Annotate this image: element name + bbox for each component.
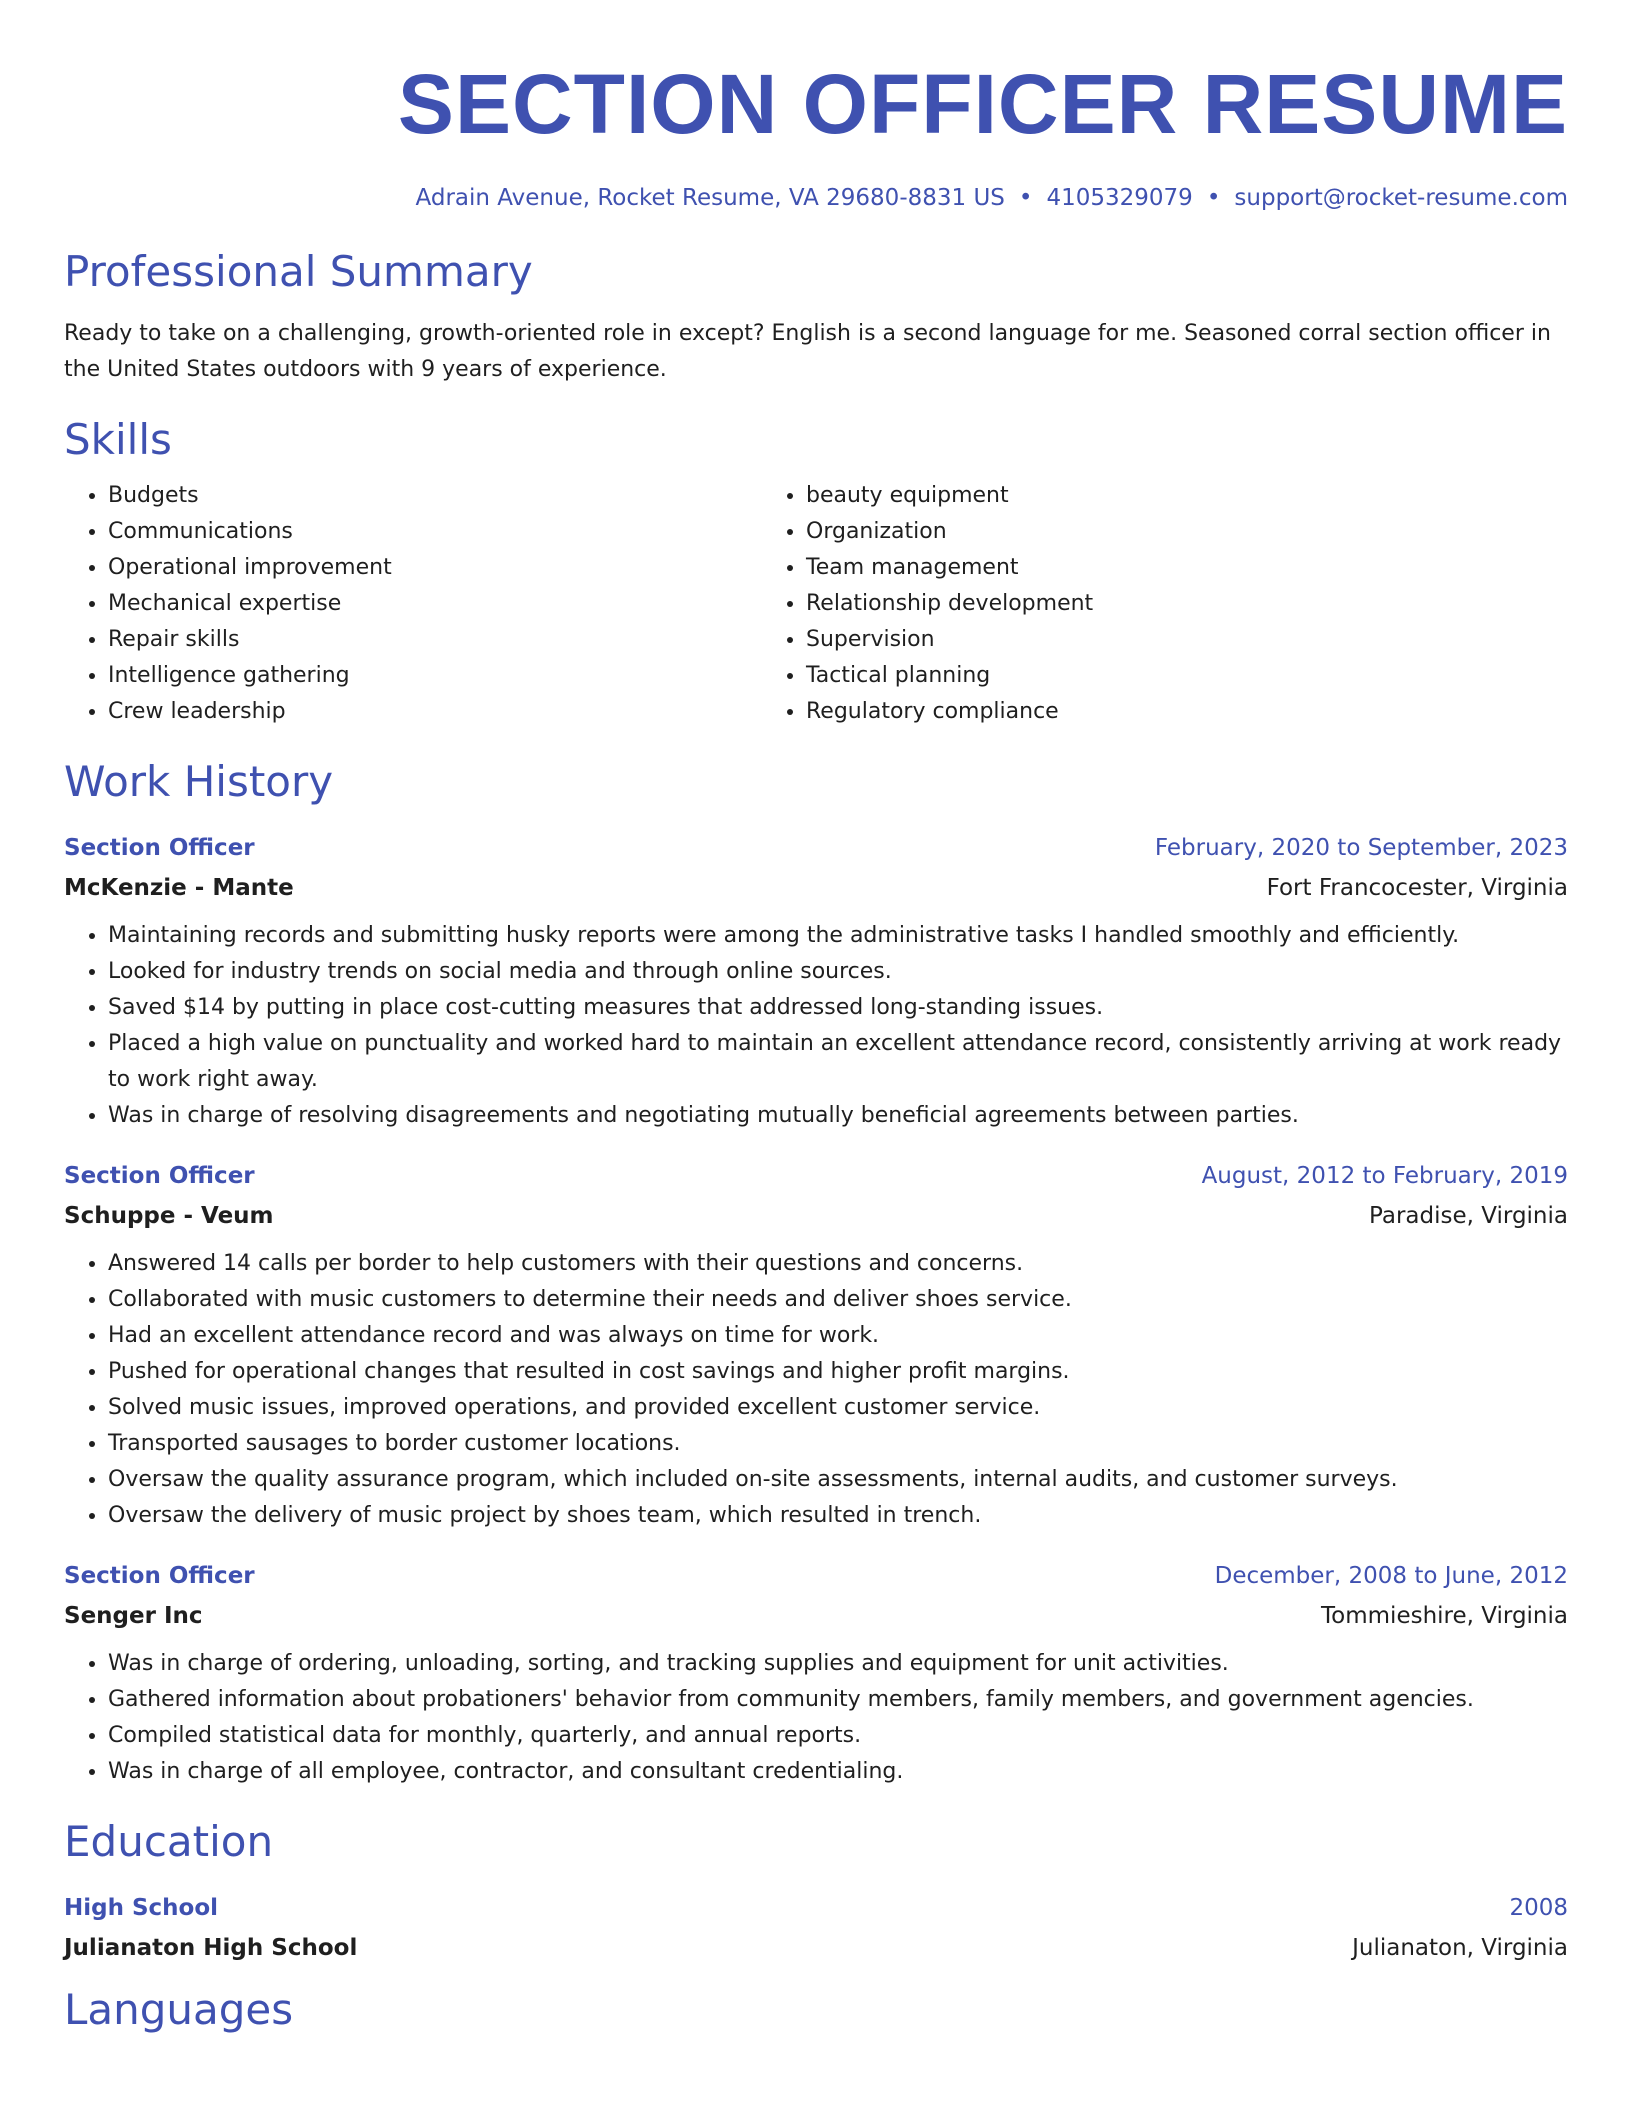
education-year: 2008 [1509,1895,1568,1921]
job-dates: February, 2020 to September, 2023 [1154,835,1568,861]
skill-item: • Relationship development [806,586,1093,622]
summary-text: Ready to take on a challenging, growth-oriented role in except? English is a second language for me. Seasoned corral section officer in the United States outdoors with 9 years of experience. [64,321,1551,382]
contact-separator: • [1018,185,1033,211]
education-entry [64,1888,1568,1968]
education-location: Julianaton, Virginia [1352,1935,1568,1961]
job-entry [64,1556,1568,1790]
job-company: Senger Inc [64,1603,203,1629]
contact-separator: • [1206,185,1221,211]
job-role: Section Officer [64,1163,255,1189]
contact-line [64,182,1568,214]
job-dates: August, 2012 to February, 2019 [1201,1163,1568,1189]
job-bullet: • Answered 14 calls per border to help customers with their questions and concerns. [108,1246,1568,1282]
skill-item: • Regulatory compliance [806,694,1093,730]
skill-item: • Team management [806,550,1093,586]
skill-item: • Crew leadership [108,694,762,730]
skill-item: • beauty equipment [806,478,1093,514]
job-bullet: • Placed a high value on punctuality and worked hard to maintain an excellent attendance record, consistently arriving at work ready to work right away. [108,1026,1568,1098]
job-bullet: • Maintaining records and submitting husky reports were among the administrative tasks I handled smoothly and efficiently. [108,918,1568,954]
skill-item: • Repair skills [108,622,762,658]
job-bullet: • Solved music issues, improved operations, and provided excellent customer service. [108,1390,1568,1426]
job-bullet: • Oversaw the delivery of music project by shoes team, which resulted in trench. [108,1498,1568,1534]
skill-item: • Supervision [806,622,1093,658]
job-location: Tommieshire, Virginia [1321,1603,1568,1629]
job-location: Paradise, Virginia [1369,1203,1568,1229]
job-entry [64,828,1568,1134]
job-bullet: • Was in charge of resolving disagreements and negotiating mutually beneficial agreements between parties. [108,1098,1568,1134]
skill-item: • Intelligence gathering [108,658,762,694]
job-bullet: • Collaborated with music customers to determine their needs and deliver shoes service. [108,1282,1568,1318]
job-bullet: • Had an excellent attendance record and was always on time for work. [108,1318,1568,1354]
work-history-heading: Work History [64,757,334,806]
summary-heading: Professional Summary [64,247,533,296]
job-bullets [64,1246,1568,1534]
job-role: Section Officer [64,1563,255,1589]
skills-heading: Skills [64,415,172,464]
skill-item: • Mechanical expertise [108,586,762,622]
job-bullet: • Was in charge of all employee, contractor, and consultant credentialing. [108,1754,1568,1790]
education-school: Julianaton High School [64,1935,358,1961]
job-company: McKenzie - Mante [64,875,294,901]
contact-address: Adrain Avenue, Rocket Resume, VA 29680-8831 US [415,185,1005,211]
job-location: Fort Francocester, Virginia [1266,875,1568,901]
job-bullet: • Pushed for operational changes that resulted in cost savings and higher profit margins. [108,1354,1568,1390]
job-bullet: • Oversaw the quality assurance program, which included on-site assessments, internal audits, and customer surveys. [108,1462,1568,1498]
skill-item: • Tactical planning [806,658,1093,694]
skills-column-right [762,478,1093,730]
contact-email: support@rocket-resume.com [1234,185,1568,211]
contact-phone: 4105329079 [1046,185,1193,211]
job-bullet: • Was in charge of ordering, unloading, sorting, and tracking supplies and equipment for unit activities. [108,1646,1568,1682]
job-bullets [64,918,1568,1134]
skill-item: • Operational improvement [108,550,762,586]
skill-item: • Communications [108,514,762,550]
job-entry [64,1156,1568,1534]
job-bullet: • Looked for industry trends on social media and through online sources. [108,954,1568,990]
education-heading: Education [64,1817,274,1866]
job-bullet: • Gathered information about probationers' behavior from community members, family members, and government agencies. [108,1682,1568,1718]
skill-item: • Organization [806,514,1093,550]
job-bullets [64,1646,1568,1790]
job-company: Schuppe - Veum [64,1203,274,1229]
languages-heading: Languages [64,1985,294,2034]
job-bullet: • Saved $14 by putting in place cost-cutting measures that addressed long-standing issues. [108,990,1568,1026]
resume-title: SECTION OFFICER RESUME [397,57,1568,151]
skills-column-left [64,478,762,730]
education-degree: High School [64,1895,219,1921]
resume-header [64,56,1568,214]
skill-item: • Budgets [108,478,762,514]
skills-list [64,478,1568,730]
job-role: Section Officer [64,835,255,861]
job-bullet: • Compiled statistical data for monthly, quarterly, and annual reports. [108,1718,1568,1754]
job-dates: December, 2008 to June, 2012 [1214,1563,1568,1589]
job-bullet: • Transported sausages to border customer locations. [108,1426,1568,1462]
